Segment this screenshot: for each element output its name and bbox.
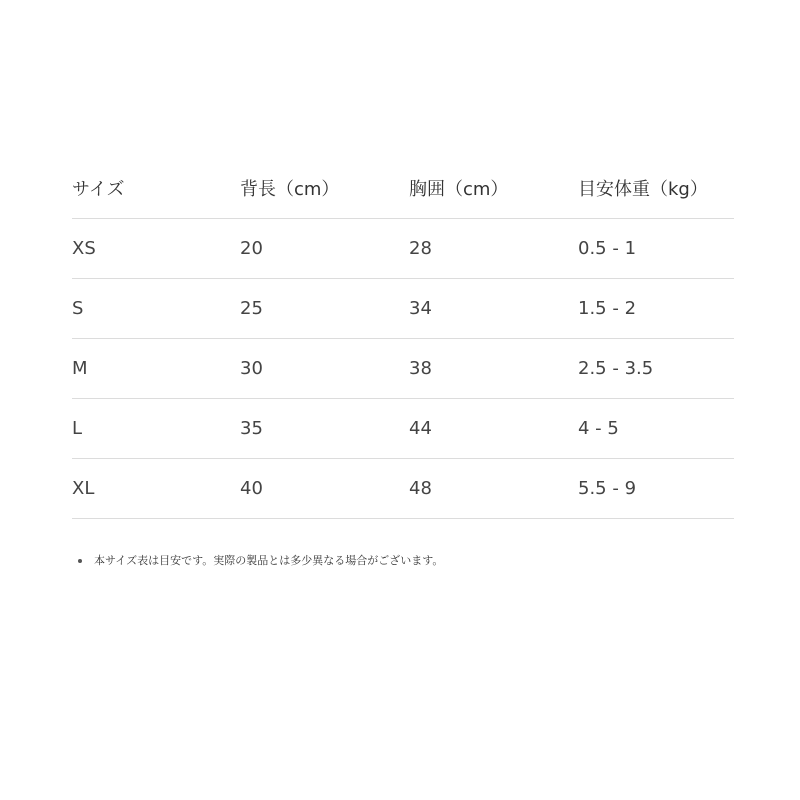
header-size: サイズ [72, 158, 240, 219]
size-table [72, 158, 734, 519]
cell-chest-girth: 48 [409, 459, 578, 519]
cell-back-length: 35 [240, 399, 409, 459]
cell-size: L [72, 399, 240, 459]
cell-chest-girth: 28 [409, 219, 578, 279]
cell-size: M [72, 339, 240, 399]
table-row [72, 279, 734, 339]
cell-chest-girth: 34 [409, 279, 578, 339]
note-text: 本サイズ表は目安です。実際の製品とは多少異なる場合がございます。 [94, 554, 444, 567]
cell-weight-guide: 5.5 - 9 [578, 459, 734, 519]
cell-chest-girth: 38 [409, 339, 578, 399]
notes-list [78, 552, 443, 570]
bullet-icon [78, 559, 82, 563]
cell-weight-guide: 0.5 - 1 [578, 219, 734, 279]
table-row [72, 459, 734, 519]
table-row [72, 219, 734, 279]
cell-weight-guide: 1.5 - 2 [578, 279, 734, 339]
cell-chest-girth: 44 [409, 399, 578, 459]
cell-size: S [72, 279, 240, 339]
header-chest-girth: 胸囲（cm） [409, 158, 578, 219]
cell-back-length: 20 [240, 219, 409, 279]
cell-back-length: 25 [240, 279, 409, 339]
cell-back-length: 30 [240, 339, 409, 399]
table-row [72, 339, 734, 399]
table-row [72, 399, 734, 459]
cell-size: XS [72, 219, 240, 279]
header-back-length: 背長（cm） [240, 158, 409, 219]
cell-size: XL [72, 459, 240, 519]
cell-back-length: 40 [240, 459, 409, 519]
cell-weight-guide: 2.5 - 3.5 [578, 339, 734, 399]
cell-weight-guide: 4 - 5 [578, 399, 734, 459]
note-item [78, 552, 443, 570]
header-weight-guide: 目安体重（kg） [578, 158, 734, 219]
table-header-row [72, 158, 734, 219]
